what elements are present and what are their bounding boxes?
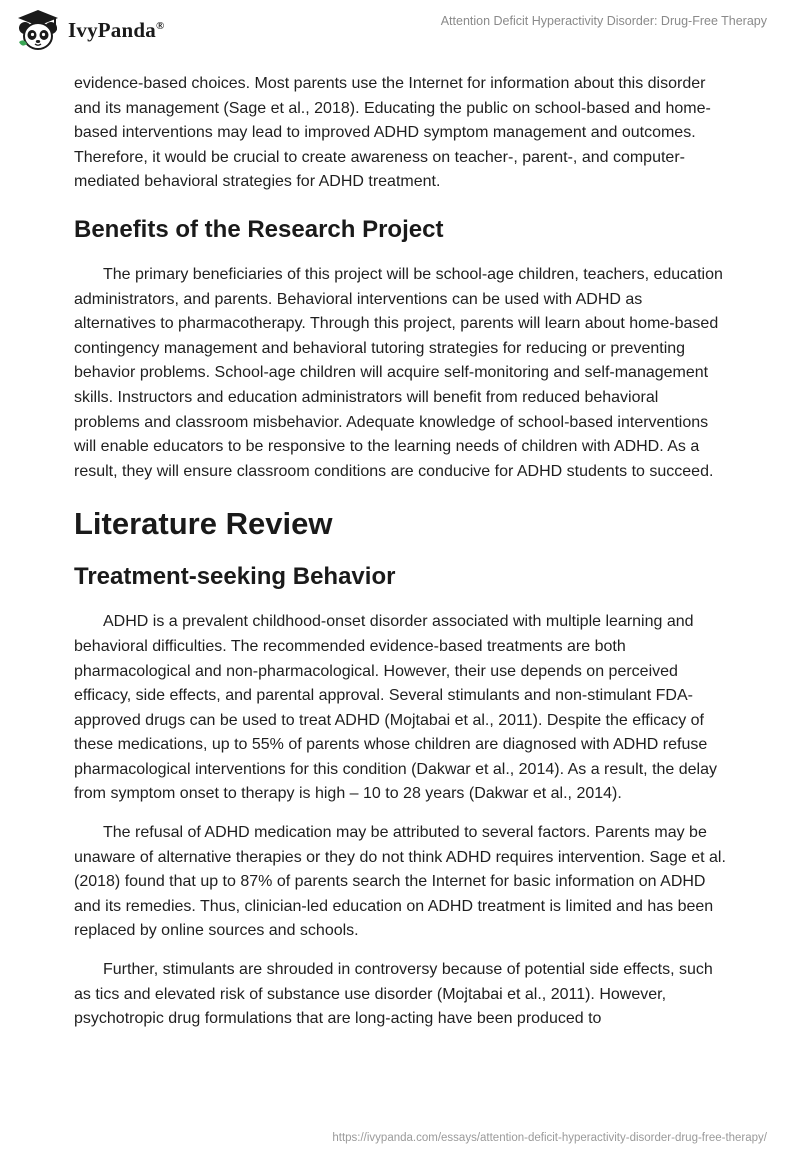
panda-icon bbox=[14, 8, 62, 52]
ivypanda-logo[interactable] bbox=[14, 8, 164, 52]
essay-content bbox=[74, 72, 726, 1046]
logo-text: IvyPanda® bbox=[68, 17, 165, 42]
intro-paragraph: evidence-based choices. Most parents use the Internet for information about this disorder and its management (Sage et al., 2018). Educating the public on school-based and home-based interventions may lead to improved ADHD symptom management and outcomes. Therefore, it would be crucial to create awareness on teacher-, parent-, and computer-mediated behavioral strategies for ADHD treatment. bbox=[74, 75, 711, 191]
treatment-seeking-heading: Treatment-seeking Behavior bbox=[74, 563, 396, 591]
treatment-paragraph-2: The refusal of ADHD medication may be attributed to several factors. Parents may be unaware of alternative therapies or they do not think ADHD requires intervention. Sage et al. (2018) found that up to 87% of parents search the Internet for basic information on ADHD and its remedies. Thus, clinician-led education on ADHD treatment is limited and has been replaced by online sources and schools. bbox=[74, 824, 726, 940]
page-header bbox=[0, 0, 800, 60]
document-title: Attention Deficit Hyperactivity Disorder: Drug-Free Therapy bbox=[440, 14, 767, 28]
source-url[interactable]: https://ivypanda.com/essays/attention-deficit-hyperactivity-disorder-drug-free-therapy/ bbox=[332, 1132, 767, 1144]
literature-review-heading: Literature Review bbox=[74, 506, 333, 542]
treatment-paragraph-1: ADHD is a prevalent childhood-onset disorder associated with multiple learning and behavioral difficulties. The recommended evidence-based treatments are both pharmacological and non-pharmacological. However, their use depends on perceived efficacy, side effects, and parental approval. Several stimulants and non-stimulant FDA-approved drugs can be used to treat ADHD (Mojtabai et al., 2011). Despite the efficacy of these medications, up to 55% of parents whose children are diagnosed with ADHD refuse pharmacological interventions for this condition (Dakwar et al., 2014). As a result, the delay from symptom onset to therapy is high – 10 to 28 years (Dakwar et al., 2014). bbox=[74, 613, 717, 803]
benefits-heading: Benefits of the Research Project bbox=[74, 215, 444, 243]
benefits-paragraph: The primary beneficiaries of this project will be school-age children, teachers, education administrators, and parents. Behavioral interventions can be used with ADHD as alternatives to pharmacotherapy. Through this project, parents will learn about home-based contingency management and behavioral tutoring strategies for reducing or preventing behavior problems. School-age children will acquire self-monitoring and self-management skills. Instructors and education administrators will benefit from reduced behavioral problems and classroom misbehavior. Adequate knowledge of school-based interventions will enable educators to be responsive to the learning needs of children with ADHD. As a result, they will ensure classroom conditions are conducive for ADHD students to succeed. bbox=[74, 265, 723, 480]
treatment-paragraph-3: Further, stimulants are shrouded in controversy because of potential side effects, such as tics and elevated risk of substance use disorder (Mojtabai et al., 2011). However, psychotropic drug formulations that are long-acting have been produced to bbox=[74, 961, 713, 1028]
